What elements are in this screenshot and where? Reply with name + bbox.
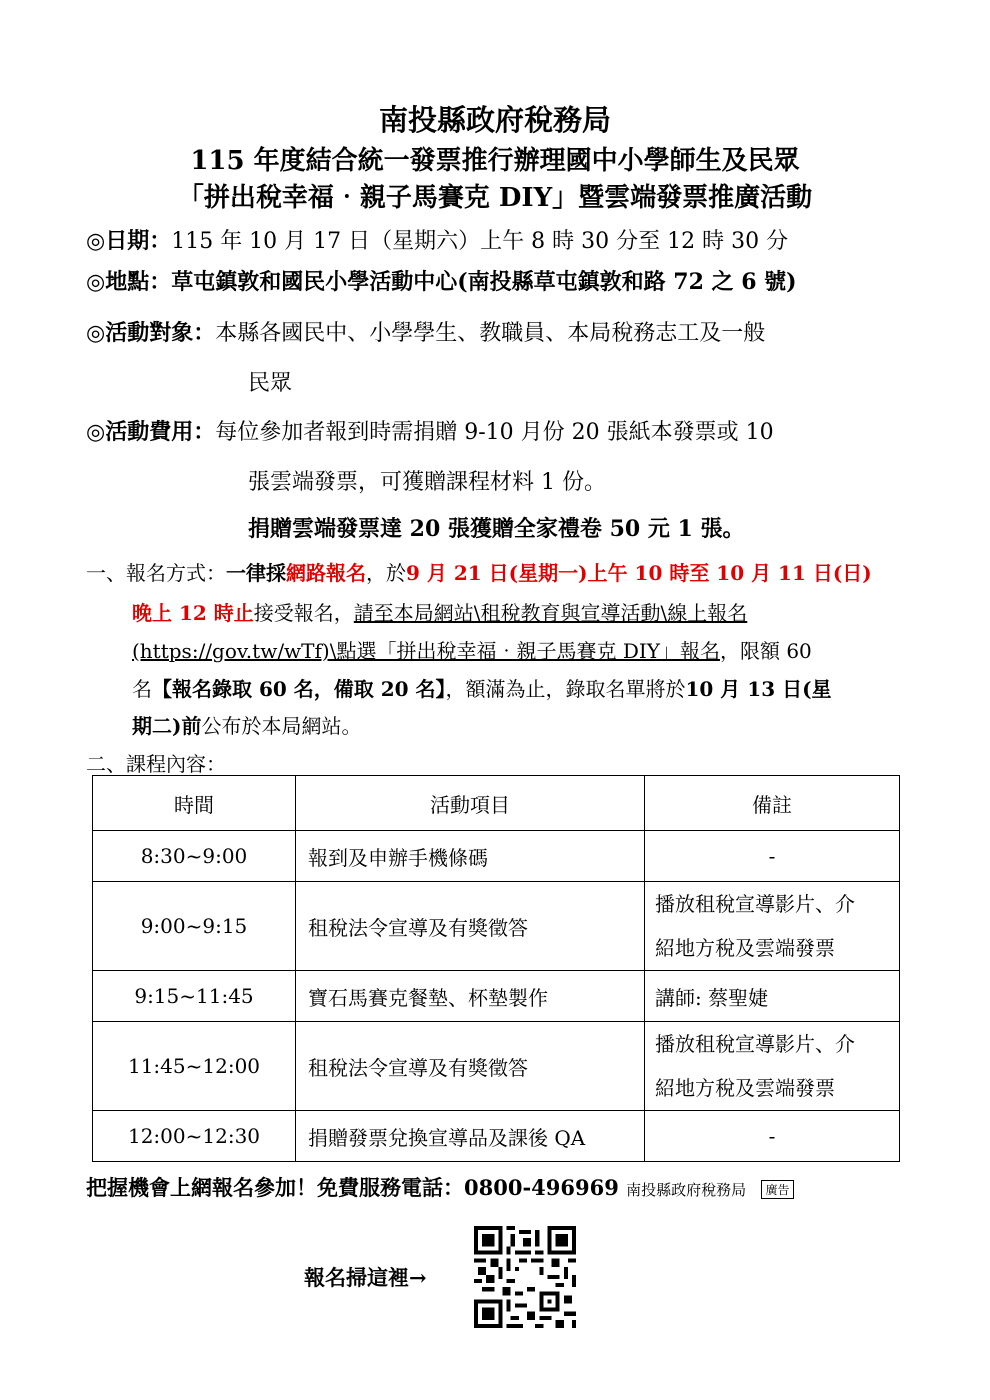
row-activity: 租稅法令宣導及有獎徵答: [296, 1022, 645, 1111]
target-line: [86, 316, 765, 347]
footer-cta: [86, 1172, 794, 1202]
note-line: 播放租稅宣導影片、介: [655, 1032, 855, 1056]
table-row: [93, 882, 900, 971]
course-title: 二、課程內容：: [86, 752, 226, 776]
fee-bonus: 捐贈雲端發票達 20 張獲贈全家禮卷 50 元 1 張。: [248, 516, 745, 542]
registration-line-5: [132, 710, 361, 739]
registration-text: ，額滿為止，錄取名單將於: [445, 677, 686, 701]
row-note: [645, 1022, 900, 1111]
target-label: ◎活動對象：: [86, 320, 216, 346]
course-table: [92, 775, 900, 1162]
note-line: 紹地方稅及雲端發票: [655, 936, 835, 960]
announce-date: 10 月 13 日(星: [685, 677, 832, 701]
row-note: -: [645, 831, 900, 882]
registration-text: ，限額 60: [719, 639, 812, 663]
registration-link[interactable]: (https://gov.tw/wTf)\點選「拼出稅幸福‧親子馬賽克 DIY」報名: [132, 639, 720, 663]
row-activity: 報到及申辦手機條碼: [296, 831, 645, 882]
table-row: [93, 1111, 900, 1162]
announce-date-cont: 期二)前: [132, 714, 202, 738]
fee-line: [86, 415, 774, 446]
qr-code-icon[interactable]: [474, 1226, 576, 1328]
table-header-row: [93, 776, 900, 831]
date-value: 115 年 10 月 17 日（星期六）上午 8 時 30 分至 12 時 30 分: [171, 229, 789, 254]
header-activity: 活動項目: [296, 776, 645, 831]
table-row: [93, 971, 900, 1022]
note-line: 播放租稅宣導影片、介: [655, 892, 855, 916]
quota-info: 【報名錄取 60 名，備取 20 名】: [152, 677, 446, 701]
registration-line-4: [132, 673, 832, 702]
registration-path[interactable]: 請至本局網站\租稅教育與宣導活動\線上報名: [353, 601, 748, 625]
date-line: [86, 224, 788, 255]
event-name: 「拼出稅幸福‧親子馬賽克 DIY」暨雲端發票推廣活動: [177, 183, 813, 213]
registration-text: 公布於本局網站。: [201, 714, 362, 738]
row-activity: 租稅法令宣導及有獎徵答: [296, 882, 645, 971]
row-time: 9:00~9:15: [93, 882, 296, 971]
cta-text: 把握機會上網報名參加！免費服務電話：0800-496969: [86, 1175, 619, 1200]
target-line-cont: 民眾: [248, 371, 293, 396]
date-label: ◎日期：: [86, 228, 172, 254]
registration-text: 接受報名，: [253, 601, 354, 625]
registration-text: 名: [132, 677, 152, 701]
place-line: [86, 265, 797, 296]
place-value: 草屯鎮敦和國民小學活動中心(南投縣草屯鎮敦和路 72 之 6 號): [171, 269, 797, 295]
table-row: [93, 1022, 900, 1111]
place-label: ◎地點：: [86, 269, 172, 295]
fee-line-cont: 張雲端發票，可獲贈課程材料 1 份。: [248, 470, 606, 495]
note-line: 紹地方稅及雲端發票: [655, 1076, 835, 1100]
event-subtitle: 115 年度結合統一發票推行辦理國中小學師生及民眾: [190, 146, 800, 176]
row-note: 講師: 蔡聖婕: [645, 971, 900, 1022]
fee-value: 每位參加者報到時需捐贈 9-10 月份 20 張紙本發票或 10: [215, 420, 774, 445]
registration-line-2: [132, 597, 747, 626]
target-value: 本縣各國民中、小學學生、教職員、本局稅務志工及一般: [215, 321, 766, 346]
registration-line-3: [132, 635, 812, 664]
row-time: 11:45~12:00: [93, 1022, 296, 1111]
row-note: [645, 882, 900, 971]
row-time: 8:30~9:00: [93, 831, 296, 882]
registration-deadline: 晚上 12 時止: [132, 601, 254, 625]
registration-bold: 一律採: [226, 561, 286, 585]
header-time: 時間: [93, 776, 296, 831]
registration-text: ，於: [366, 561, 406, 585]
row-activity: 寶石馬賽克餐墊、杯墊製作: [296, 971, 645, 1022]
registration-prefix: 一、報名方式：: [86, 561, 226, 585]
table-row: [93, 831, 900, 882]
row-note: -: [645, 1111, 900, 1162]
online-registration: 網路報名: [286, 561, 366, 585]
row-time: 9:15~11:45: [93, 971, 296, 1022]
fee-label: ◎活動費用：: [86, 419, 216, 445]
ad-badge: 廣告: [761, 1180, 793, 1199]
header-note: 備註: [645, 776, 900, 831]
scan-label: 報名掃這裡→: [304, 1265, 427, 1290]
document-title: 南投縣政府稅務局: [378, 103, 611, 137]
registration-period: 9 月 21 日(星期一)上午 10 時至 10 月 11 日(日): [406, 561, 872, 585]
footer-org: 南投縣政府稅務局: [626, 1181, 747, 1199]
row-activity: 捐贈發票兌換宣導品及課後 QA: [296, 1111, 645, 1162]
row-time: 12:00~12:30: [93, 1111, 296, 1162]
registration-line-1: [86, 557, 872, 586]
